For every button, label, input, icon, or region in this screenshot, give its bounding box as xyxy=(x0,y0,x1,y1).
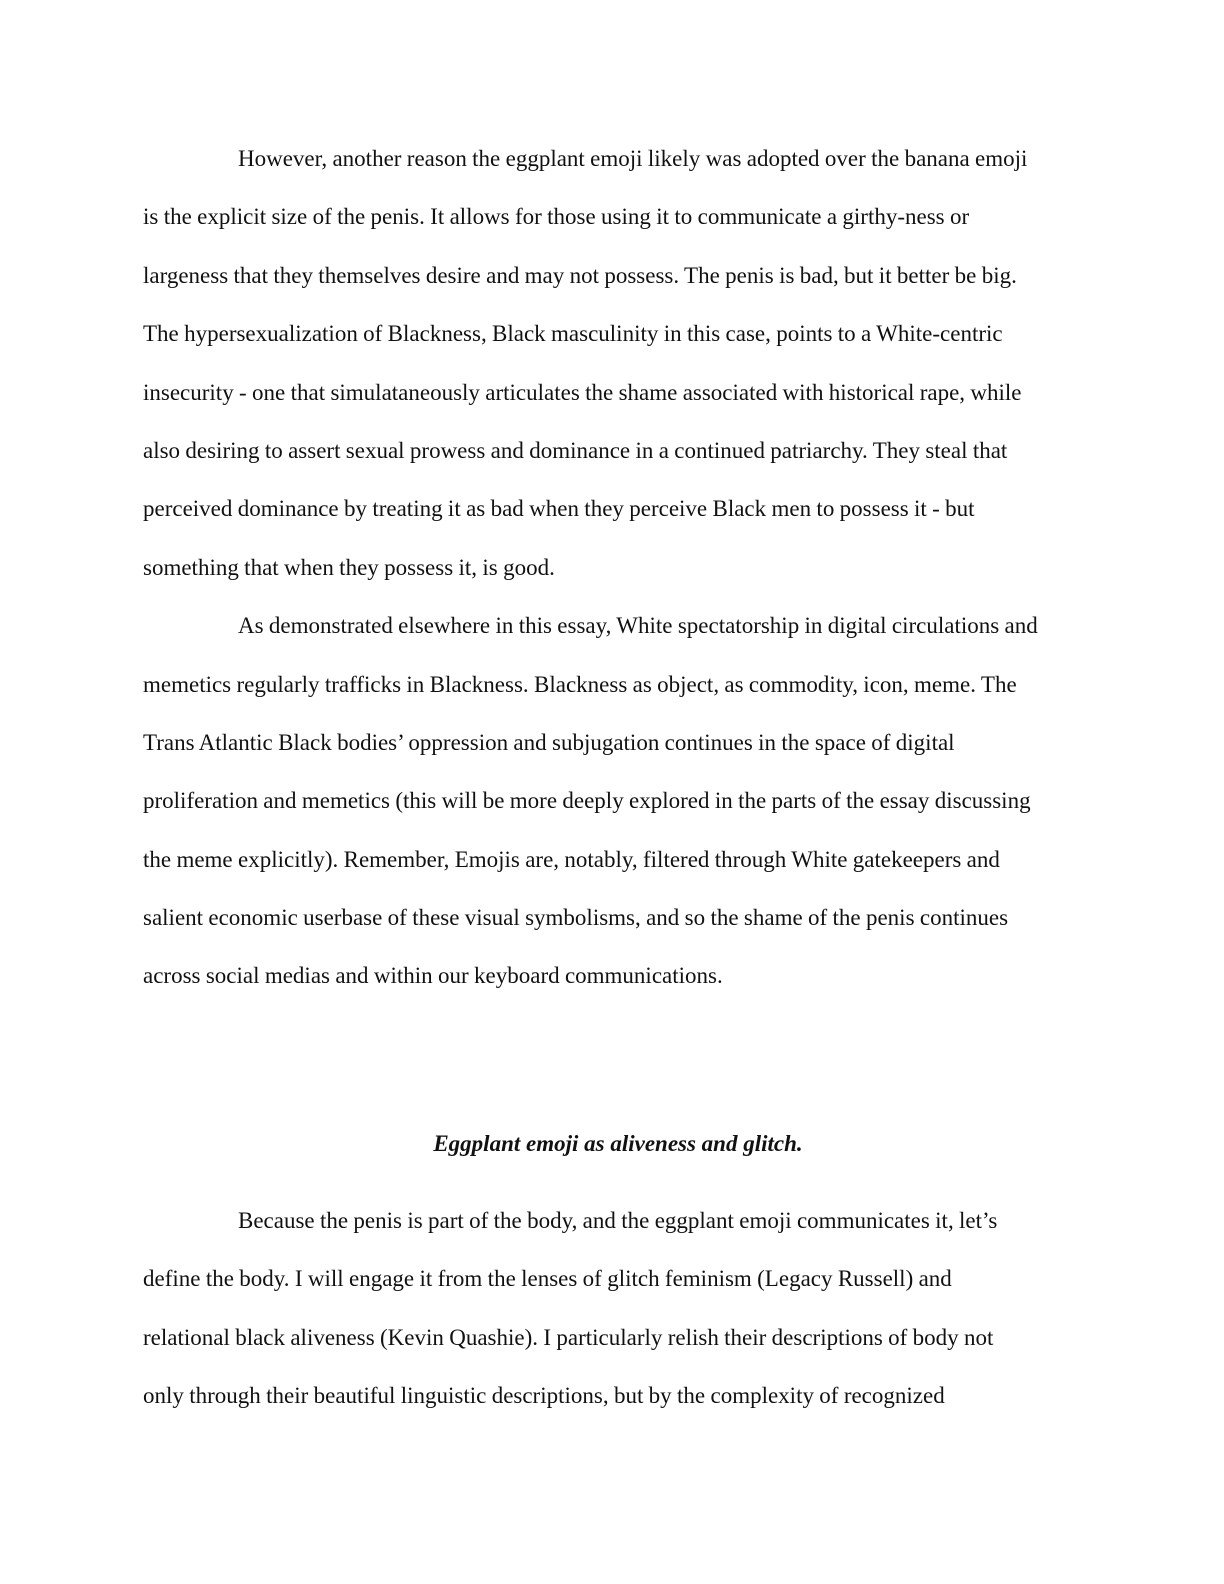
text-line: proliferation and memetics (this will be more deeply explored in the parts of the essay discussing xyxy=(143,788,1031,814)
text-line: memetics regularly trafficks in Blackness. Blackness as object, as commodity, icon, meme. The xyxy=(143,671,1017,697)
text-line: define the body. I will engage it from the lenses of glitch feminism (Legacy Russell) and xyxy=(143,1266,952,1292)
text-line: insecurity - one that simulataneously articulates the shame associated with historical rape, while xyxy=(143,379,1022,405)
text-line: The hypersexualization of Blackness, Black masculinity in this case, points to a White-centric xyxy=(143,321,1003,347)
text-line: relational black aliveness (Kevin Quashie). I particularly relish their descriptions of body not xyxy=(143,1324,994,1350)
text-line: salient economic userbase of these visual symbolisms, and so the shame of the penis continues xyxy=(143,905,1009,931)
text-line: perceived dominance by treating it as bad when they perceive Black men to possess it - but xyxy=(143,496,975,522)
paragraph-penis-size xyxy=(143,130,1073,1006)
section-heading: Eggplant emoji as aliveness and glitch. xyxy=(433,1131,803,1156)
text-line: across social medias and within our keyboard communications. xyxy=(143,963,723,989)
text-line: Because the penis is part of the body, and the eggplant emoji communicates it, let’s xyxy=(238,1208,998,1233)
text-line: is the explicit size of the penis. It allows for those using it to communicate a girthy-ness or xyxy=(143,204,970,230)
text-line: the meme explicitly). Remember, Emojis are, notably, filtered through White gatekeepers and xyxy=(143,846,1000,872)
paragraph-define-body xyxy=(143,1192,1073,1426)
text-line: As demonstrated elsewhere in this essay, White spectatorship in digital circulations and xyxy=(238,613,1038,639)
text-line: something that when they possess it, is good. xyxy=(143,554,555,580)
text-line: only through their beautiful linguistic descriptions, but by the complexity of recognized xyxy=(143,1383,945,1409)
text-line: also desiring to assert sexual prowess and dominance in a continued patriarchy. They steal that xyxy=(143,437,1008,463)
text-line: Trans Atlantic Black bodies’ oppression and subjugation continues in the space of digital xyxy=(143,729,955,755)
text-line: However, another reason the eggplant emoji likely was adopted over the banana emoji xyxy=(238,146,1028,171)
text-line: largeness that they themselves desire and may not possess. The penis is bad, but it better be big. xyxy=(143,262,1017,288)
